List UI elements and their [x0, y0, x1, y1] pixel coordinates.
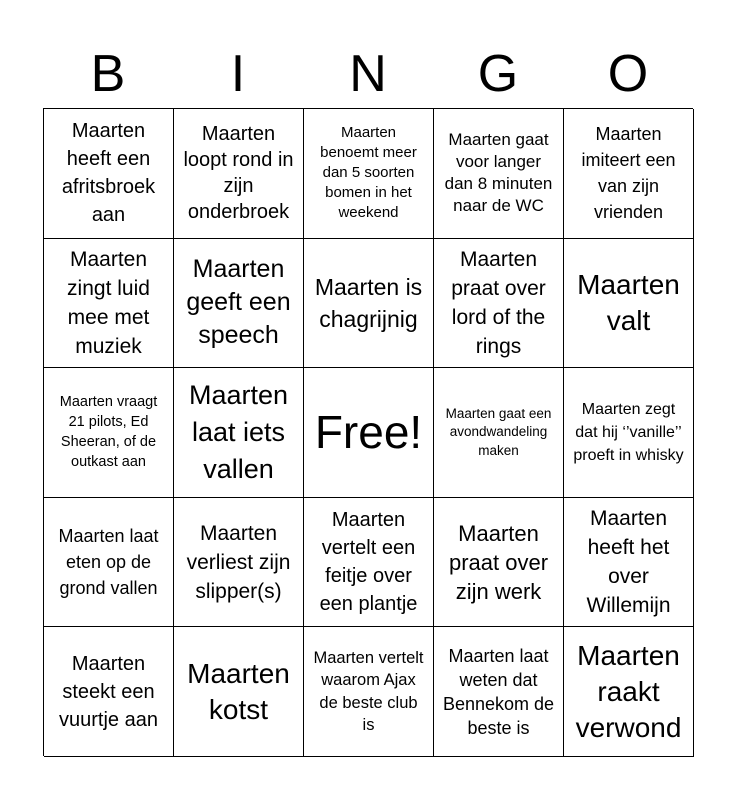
bingo-cell[interactable]: [564, 627, 694, 757]
bingo-cell[interactable]: [434, 239, 564, 369]
cell-text: Maarten steekt een vuurtje aan: [59, 652, 158, 731]
cell-text: Maarten valt: [577, 268, 680, 336]
cell-text: Maarten vertelt waarom Ajax de beste club is: [313, 648, 424, 735]
free-space-label: Free!: [314, 406, 423, 459]
bingo-cell[interactable]: [44, 109, 174, 239]
free-cell[interactable]: [304, 368, 434, 498]
bingo-header: [43, 40, 693, 108]
cell-text: Maarten zegt dat hij ‘’vanille’’ proeft in whisky: [573, 400, 684, 464]
cell-text: Maarten gaat een avondwandeling maken: [445, 405, 552, 458]
bingo-cell[interactable]: [174, 239, 304, 369]
bingo-cell[interactable]: [564, 498, 694, 628]
cell-text: Maarten laat iets vallen: [188, 379, 289, 484]
bingo-cell[interactable]: [44, 368, 174, 498]
bingo-cell[interactable]: [434, 109, 564, 239]
cell-text: Maarten kotst: [187, 657, 290, 725]
cell-text: Maarten zingt luid mee met muziek: [67, 247, 150, 358]
cell-text: Maarten geeft een speech: [186, 255, 291, 350]
header-letter-b: B: [90, 45, 126, 103]
header-letter-i: I: [230, 45, 246, 103]
cell-text: Maarten praat over zijn werk: [448, 520, 549, 604]
cell-text: Maarten imiteert een van zijn vrienden: [581, 124, 676, 223]
header-letter-n: N: [349, 45, 387, 103]
bingo-cell[interactable]: [174, 627, 304, 757]
header-letter-g: G: [477, 45, 519, 103]
bingo-cell[interactable]: [564, 368, 694, 498]
cell-text: Maarten gaat voor langer dan 8 minuten naar de WC: [444, 130, 553, 216]
cell-text: Maarten benoemt meer dan 5 soorten bomen in het weekend: [320, 124, 417, 222]
bingo-cell[interactable]: [174, 498, 304, 628]
bingo-cell[interactable]: [174, 109, 304, 239]
bingo-cell[interactable]: [174, 368, 304, 498]
cell-text: Maarten verliest zijn slipper(s): [186, 521, 291, 603]
bingo-cell[interactable]: [304, 239, 434, 369]
bingo-cell[interactable]: [44, 498, 174, 628]
cell-text: Maarten laat eten op de grond vallen: [58, 526, 159, 599]
cell-text: Maarten vertelt een feitje over een plantje: [319, 509, 418, 616]
cell-text: Maarten raakt verwond: [575, 639, 682, 743]
cell-text: Maarten praat over lord of the rings: [451, 247, 546, 358]
bingo-cell[interactable]: [564, 239, 694, 369]
bingo-cell[interactable]: [304, 109, 434, 239]
bingo-cell[interactable]: [44, 239, 174, 369]
bingo-cell[interactable]: [434, 368, 564, 498]
bingo-cell[interactable]: [434, 498, 564, 628]
bingo-cell[interactable]: [564, 109, 694, 239]
header-letter-o: O: [607, 45, 649, 103]
cell-text: Maarten vraagt 21 pilots, Ed Sheeran, of de outkast aan: [59, 394, 158, 471]
cell-text: Maarten loopt rond in zijn onderbroek: [183, 123, 294, 224]
bingo-cell[interactable]: [304, 498, 434, 628]
bingo-cell[interactable]: [44, 627, 174, 757]
cell-text: Maarten is chagrijnig: [314, 273, 423, 332]
cell-text: Maarten heeft een afritsbroek aan: [61, 120, 156, 227]
bingo-board: [43, 108, 693, 756]
bingo-cell[interactable]: [434, 627, 564, 757]
bingo-cell[interactable]: [304, 627, 434, 757]
cell-text: Maarten heeft het over Willemijn: [586, 507, 671, 618]
cell-text: Maarten laat weten dat Bennekom de beste is: [442, 645, 555, 738]
